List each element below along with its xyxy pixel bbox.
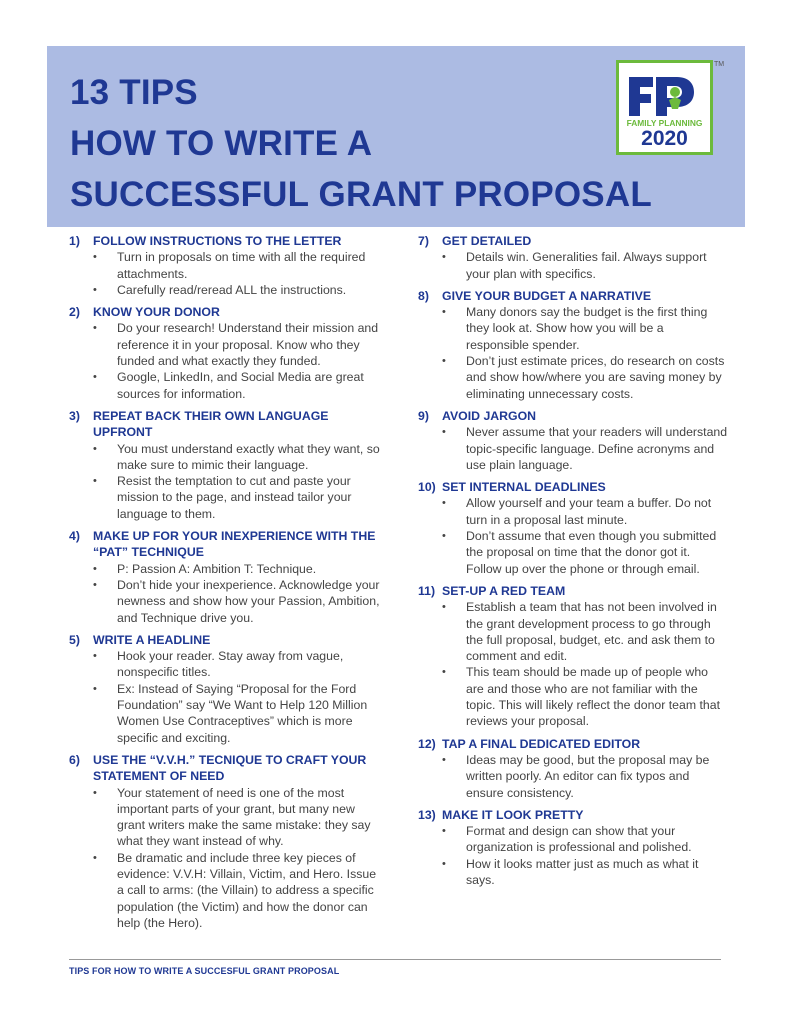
page-title-line-1: 13 TIPS bbox=[70, 73, 198, 112]
tip-number: 8) bbox=[418, 288, 429, 303]
tip-heading bbox=[418, 807, 728, 823]
tip-heading bbox=[418, 408, 728, 424]
tip-bullet: • Resist the temptation to cut and paste your mission to the page, and instead tailor your language to them. bbox=[93, 473, 381, 522]
tip-bullet: • Hook your reader. Stay away from vague, nonspecific titles. bbox=[93, 648, 381, 681]
tip-heading bbox=[418, 233, 728, 249]
tip-title: USE THE “V.V.H.” TECNIQUE TO CRAFT YOUR STATEMENT OF NEED bbox=[93, 752, 367, 784]
tip-bullet: • Allow yourself and your team a buffer. Do not turn in a proposal last minute. bbox=[442, 495, 728, 528]
tip-bullet: • Your statement of need is one of the most important parts of your grant, but many new grant writers make the same mistake: they say what they want instead of why. bbox=[93, 785, 381, 850]
logo-subtitle: FAMILY PLANNING bbox=[626, 118, 703, 128]
tip-title: MAKE UP FOR YOUR INEXPERIENCE WITH THE “PAT” TECHNIQUE bbox=[93, 529, 376, 560]
tip-item bbox=[418, 288, 728, 402]
tips-right-column bbox=[418, 233, 728, 894]
tip-bullet-list bbox=[93, 320, 381, 401]
tip-title: AVOID JARGON bbox=[442, 408, 537, 423]
tip-number: 11) bbox=[418, 583, 436, 598]
tip-bullet: • This team should be made up of people who are and those who are not familiar with the topic. This will likely reflect the donor team that reviews your proposal. bbox=[442, 664, 728, 729]
tip-title: GET DETAILED bbox=[442, 234, 532, 248]
tip-bullet-list bbox=[93, 249, 381, 298]
tip-item bbox=[418, 736, 728, 801]
tip-title: WRITE A HEADLINE bbox=[93, 632, 211, 647]
tip-item bbox=[418, 233, 728, 282]
tip-item bbox=[69, 528, 381, 626]
tip-title: SET-UP A RED TEAM bbox=[442, 583, 566, 598]
tip-heading bbox=[69, 752, 381, 785]
tip-item bbox=[418, 479, 728, 577]
tip-bullet: • Turn in proposals on time with all the required attachments. bbox=[93, 249, 381, 282]
fp2020-logo bbox=[616, 60, 713, 155]
tip-bullet-list bbox=[442, 823, 728, 888]
tip-item bbox=[418, 583, 728, 730]
tip-bullet: • Carefully read/reread ALL the instructions. bbox=[93, 282, 381, 298]
tip-number: 9) bbox=[418, 408, 429, 423]
tip-bullet: • Many donors say the budget is the first thing they look at. Show how you will be a responsible spender. bbox=[442, 304, 728, 353]
tip-title: FOLLOW INSTRUCTIONS TO THE LETTER bbox=[93, 234, 342, 248]
tip-item bbox=[69, 304, 381, 402]
page-title-line-2: HOW TO WRITE A bbox=[70, 124, 373, 163]
tip-title: GIVE YOUR BUDGET A NARRATIVE bbox=[442, 288, 652, 303]
trademark-mark: TM bbox=[714, 61, 725, 68]
logo-year: 2020 bbox=[641, 127, 688, 150]
tip-heading bbox=[69, 632, 381, 648]
tip-item bbox=[69, 408, 381, 522]
tip-bullet-list bbox=[93, 441, 381, 522]
tip-number: 2) bbox=[69, 305, 80, 320]
tip-item bbox=[69, 632, 381, 746]
tip-number: 13) bbox=[418, 807, 436, 822]
tip-number: 4) bbox=[69, 529, 80, 544]
tip-heading bbox=[69, 304, 381, 320]
tip-bullet-list bbox=[442, 304, 728, 402]
tip-bullet: • Ex: Instead of Saying “Proposal for the Ford Foundation” say “We Want to Help 120 Million Women Use Contraceptives” which is more specific and exciting. bbox=[93, 681, 381, 746]
tips-left-column bbox=[69, 233, 381, 937]
tip-heading bbox=[418, 736, 728, 752]
tip-heading bbox=[69, 233, 381, 249]
tip-heading bbox=[418, 583, 728, 599]
tip-bullet: • Never assume that your readers will understand topic-specific language. Define acronyms and use plain language. bbox=[442, 424, 728, 473]
tip-bullet-list bbox=[442, 599, 728, 729]
tip-number: 5) bbox=[69, 632, 80, 647]
tip-bullet: • Don’t assume that even though you submitted the proposal on time that the donor got it. Follow up over the phone or through email. bbox=[442, 528, 728, 577]
tip-item bbox=[418, 408, 728, 473]
tip-heading bbox=[418, 288, 728, 304]
tip-bullet: • How it looks matter just as much as what it says. bbox=[442, 856, 728, 889]
fp2020-logo-graphic bbox=[619, 63, 710, 152]
footer-divider bbox=[69, 959, 721, 960]
tip-item bbox=[418, 807, 728, 888]
tip-bullet-list bbox=[442, 249, 728, 282]
tip-bullet: • Don’t hide your inexperience. Acknowledge your newness and show how your Passion, Ambition, and Technique drive you. bbox=[93, 577, 381, 626]
tip-number: 7) bbox=[418, 234, 429, 248]
tip-bullet-list bbox=[442, 495, 728, 576]
tip-bullet: • Establish a team that has not been involved in the grant development process to go through the full proposal, budget, etc. and ask them to comment and edit. bbox=[442, 599, 728, 664]
tip-bullet-list bbox=[442, 424, 728, 473]
tip-bullet: • Ideas may be good, but the proposal may be written poorly. An editor can fix typos and ensure consistency. bbox=[442, 752, 728, 801]
tip-item bbox=[69, 752, 381, 931]
tip-title: REPEAT BACK THEIR OWN LANGUAGE UPFRONT bbox=[93, 408, 329, 440]
tip-heading bbox=[418, 479, 728, 495]
tip-bullet: • Format and design can show that your organization is professional and polished. bbox=[442, 823, 728, 856]
tip-bullet: • P: Passion A: Ambition T: Technique. bbox=[93, 561, 381, 577]
tip-bullet-list bbox=[93, 648, 381, 746]
tip-title: KNOW YOUR DONOR bbox=[93, 305, 220, 320]
tip-bullet-list bbox=[93, 561, 381, 626]
tip-number: 3) bbox=[69, 408, 80, 423]
tip-item bbox=[69, 233, 381, 298]
tip-number: 10) bbox=[418, 480, 436, 495]
tip-title: MAKE IT LOOK PRETTY bbox=[442, 807, 584, 822]
tip-heading bbox=[69, 408, 381, 441]
footer-text: TIPS FOR HOW TO WRITE A SUCCESFUL GRANT PROPOSAL bbox=[69, 966, 340, 976]
tip-bullet: • Don’t just estimate prices, do research on costs and show how/where you are saving money by eliminating unnecessary costs. bbox=[442, 353, 728, 402]
tip-number: 1) bbox=[69, 234, 80, 248]
tip-title: TAP A FINAL DEDICATED EDITOR bbox=[442, 736, 641, 751]
tip-bullet: • Google, LinkedIn, and Social Media are great sources for information. bbox=[93, 369, 381, 402]
tip-number: 12) bbox=[418, 736, 436, 751]
tip-bullet-list bbox=[93, 785, 381, 932]
page-title-line-3: SUCCESSFUL GRANT PROPOSAL bbox=[70, 175, 652, 214]
tip-bullet: • Details win. Generalities fail. Always support your plan with specifics. bbox=[442, 249, 728, 282]
tip-bullet: • Do your research! Understand their mission and reference it in your proposal. Know who they funded and what exactly they funded. bbox=[93, 320, 381, 369]
tip-title: SET INTERNAL DEADLINES bbox=[442, 480, 606, 495]
tip-bullet-list bbox=[442, 752, 728, 801]
tip-bullet: • You must understand exactly what they want, so make sure to mimic their language. bbox=[93, 441, 381, 474]
tip-bullet: • Be dramatic and include three key pieces of evidence: V.V.H: Villain, Victim, and Hero. Issue a call to arms: (the Villain) to address a specific population (the Victim) and how the donor can help (the Hero). bbox=[93, 850, 381, 931]
tip-number: 6) bbox=[69, 752, 80, 767]
tip-heading bbox=[69, 528, 381, 561]
